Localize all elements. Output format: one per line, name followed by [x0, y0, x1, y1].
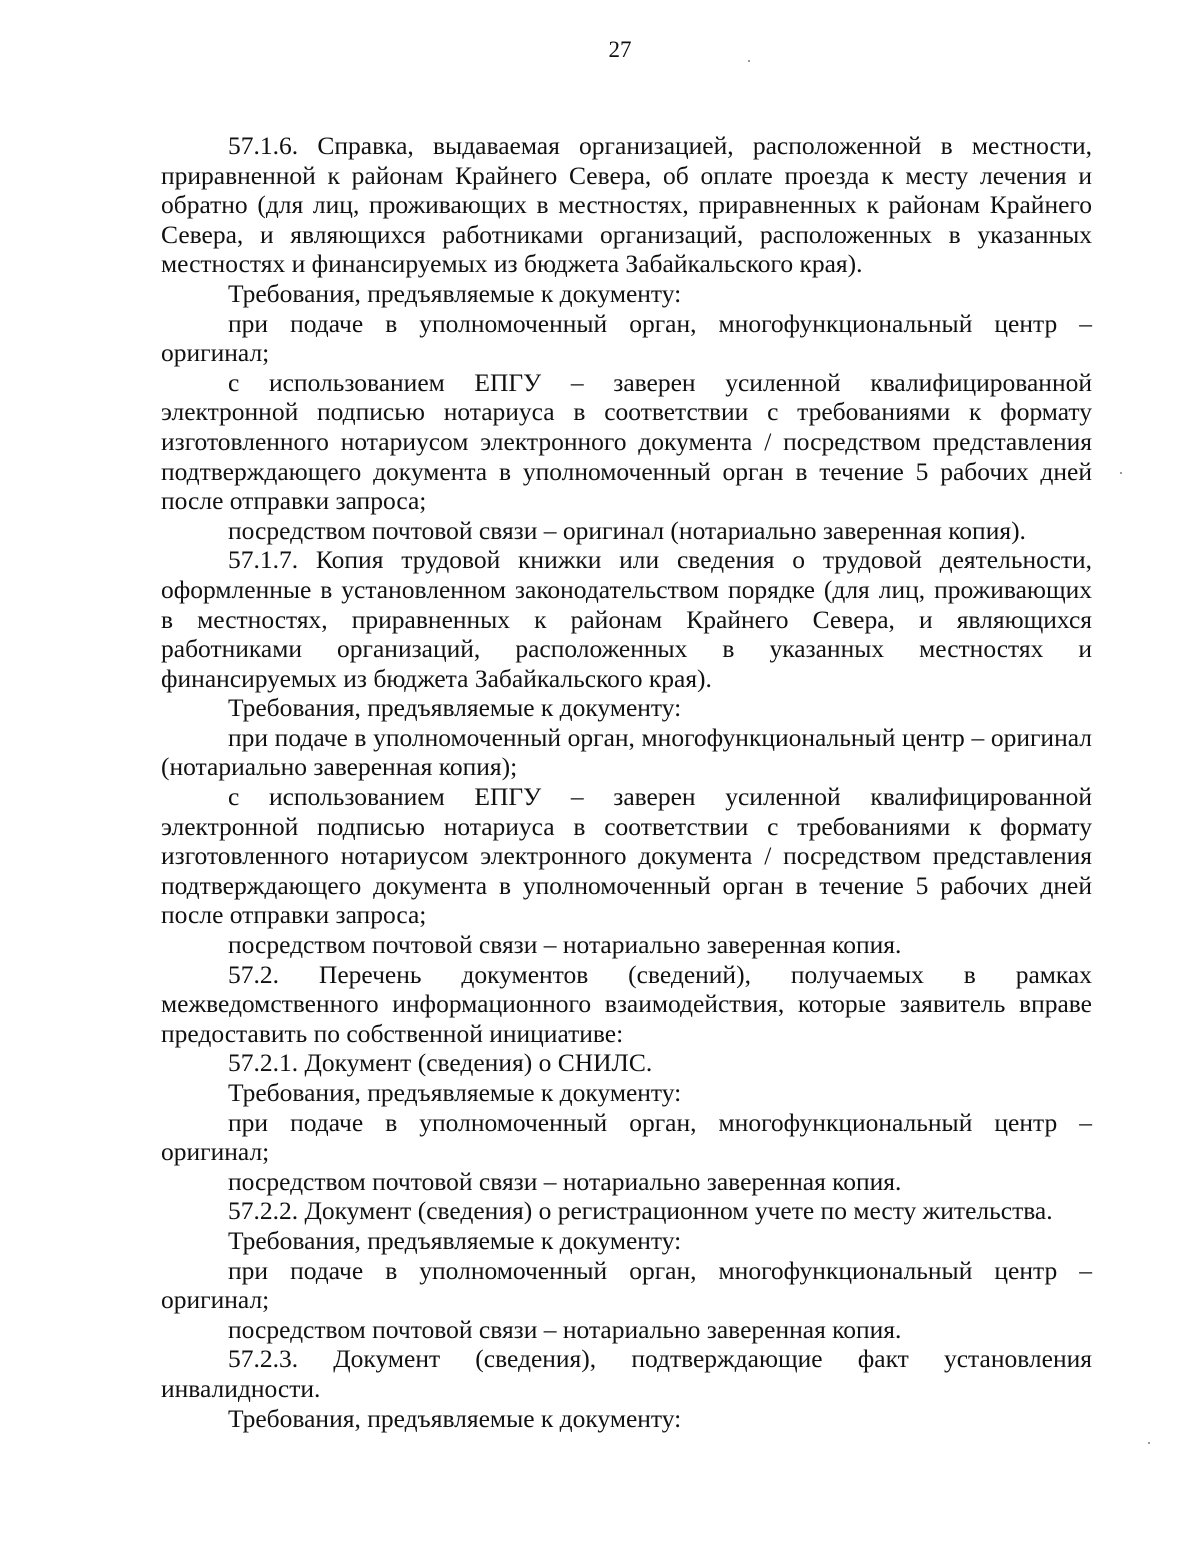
requirement-postal: посредством почтовой связи – оригинал (нотариально заверенная копия). [228, 515, 1026, 545]
requirements-heading: Требования, предъявляемые к документу: [228, 693, 682, 723]
requirements-heading: Требования, предъявляемые к документу: [228, 1078, 682, 1107]
requirement-postal: посредством почтовой связи – нотариально заверенная копия. [228, 1314, 902, 1344]
paragraph-57-2: 57.2. Перечень документов (сведений), получаемых в рамках межведомственного информационного взаимодействия, которые заявитель вправе предоставить по собственной инициативе: [161, 959, 1092, 1048]
paragraph-57-2-3: 57.2.3. Документ (сведения), подтверждающие факт установления инвалидности. [161, 1344, 1092, 1403]
requirement-in-person: при подаче в уполномоченный орган, многофункциональный центр – оригинал; [161, 1255, 1092, 1315]
requirement-postal: посредством почтовой связи – нотариально заверенная копия. [228, 1166, 902, 1196]
requirements-heading: Требования, предъявляемые к документу: [228, 278, 682, 308]
paragraph-57-2-2: 57.2.2. Документ (сведения) о регистрационном учете по месту жительства. [228, 1196, 1053, 1226]
paragraph-57-2-1: 57.2.1. Документ (сведения) о СНИЛС. [228, 1048, 653, 1078]
document-body [161, 131, 1092, 1433]
page-number: 27 [608, 37, 632, 62]
requirement-in-person: при подаче в уполномоченный орган, многофункциональный центр – оригинал (нотариально заверенная копия); [161, 722, 1092, 782]
scan-speck [748, 60, 750, 62]
requirement-in-person: при подаче в уполномоченный орган, многофункциональный центр – оригинал; [161, 1107, 1092, 1167]
requirements-heading: Требования, предъявляемые к документу: [228, 1225, 682, 1255]
paragraph-57-1-6: 57.1.6. Справка, выдаваемая организацией, расположенной в местности, приравненной к районам Крайнего Севера, об оплате проезда к месту лечения и обратно (для лиц, проживающих в местностях, приравненных к районам Крайнего Севера, и являющихся работниками организаций, расположенных в указанных местностях и финансируемых из бюджета Забайкальского края). [161, 131, 1092, 279]
requirement-in-person: при подаче в уполномоченный орган, многофункциональный центр – оригинал; [161, 308, 1092, 368]
requirement-postal: посредством почтовой связи – нотариально заверенная копия. [228, 930, 902, 960]
requirement-epgu: с использованием ЕПГУ – заверен усиленной квалифицированной электронной подписью нотариуса в соответствии с требованиями к формату изготовленного нотариусом электронного документа / посредством представления подтверждающего документа в уполномоченный орган в течение 5 рабочих дней после отправки запроса; [161, 367, 1092, 516]
requirement-epgu: с использованием ЕПГУ – заверен усиленной квалифицированной электронной подписью нотариуса в соответствии с требованиями к формату изготовленного нотариусом электронного документа / посредством представления подтверждающего документа в уполномоченный орган в течение 5 рабочих дней после отправки запроса; [161, 782, 1092, 930]
scan-speck [1120, 472, 1122, 474]
scan-speck [1148, 1442, 1150, 1444]
paragraph-57-1-7: 57.1.7. Копия трудовой книжки или сведения о трудовой деятельности, оформленные в установленном законодательством порядке (для лиц, проживающих в местностях, приравненных к районам Крайнего Севера, и являющихся работниками организаций, расположенных в указанных местностях и финансируемых из бюджета Забайкальского края). [161, 545, 1092, 693]
requirements-heading: Требования, предъявляемые к документу: [228, 1403, 682, 1433]
